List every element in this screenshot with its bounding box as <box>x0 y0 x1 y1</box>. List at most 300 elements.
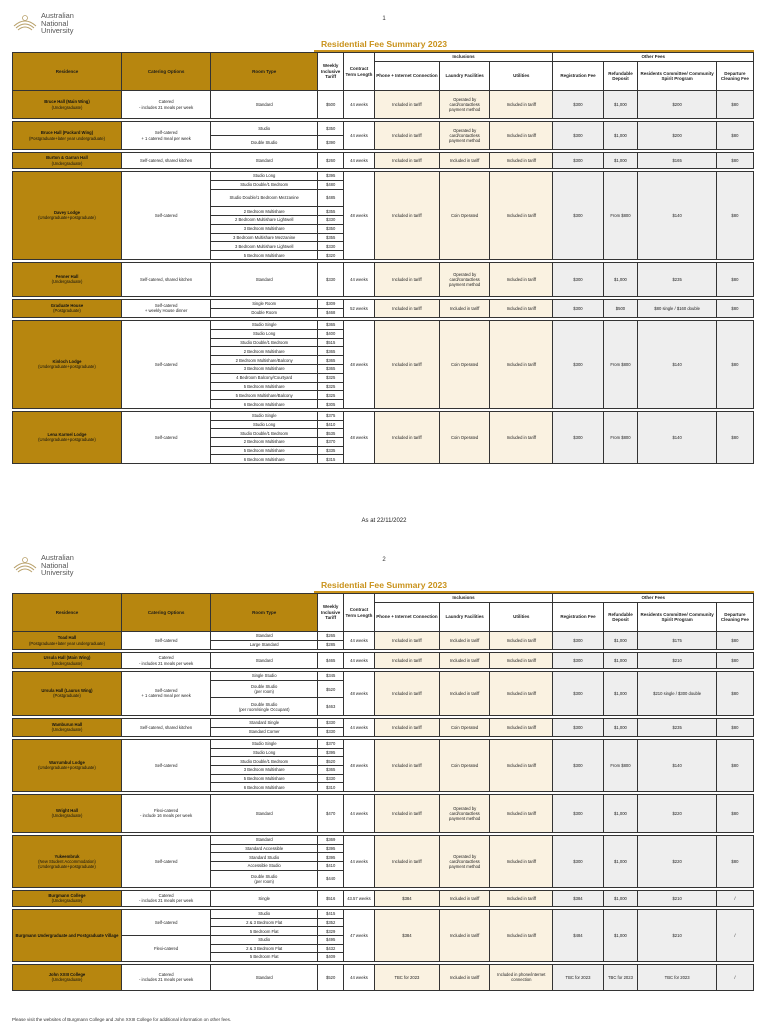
residence-type: (Undergraduate+postgraduate) <box>38 437 96 443</box>
committee-cell: TBC for 2023 <box>638 964 716 990</box>
phone-cell: Included in tariff <box>374 320 439 408</box>
tariff-cell: $352 <box>318 918 344 927</box>
utilities-cell: Included in tariff <box>490 794 553 832</box>
residence-row <box>13 909 754 918</box>
room-type-header: Room Type <box>211 53 318 91</box>
room-type-cell: Studio Long <box>211 420 318 429</box>
room-type-cell: Studio <box>211 122 318 136</box>
residence-name: Ursula Hall (Laurus Wing) <box>41 688 93 694</box>
room-type-cell: 2 Bedroom Multishare <box>211 207 318 216</box>
phone-cell: $384 <box>374 890 439 906</box>
tariff-cell: $432 <box>318 944 344 953</box>
tariff-cell: $315 <box>318 455 344 464</box>
room-type-cell: Single Room <box>211 299 318 308</box>
room-type-cell: Standard <box>211 262 318 296</box>
utilities-cell: Included in tariff <box>490 262 553 296</box>
utilities-cell: Included in tariff <box>490 299 553 317</box>
room-type-cell: Studio Double/1 Bedroom <box>211 429 318 438</box>
deposit-cell: TBC for 2023 <box>603 964 638 990</box>
term-cell: 48 weeks <box>344 320 375 408</box>
term-cell: 48 weeks <box>344 411 375 463</box>
cleaning-cell: / <box>716 890 753 906</box>
room-type-cell: Single Studio <box>211 672 318 681</box>
registration-cell: $484 <box>553 909 603 961</box>
committee-cell: $210 <box>638 909 716 961</box>
tariff-cell: $335 <box>318 446 344 455</box>
term-cell: 52 weeks <box>344 299 375 317</box>
residence-name: Burgmann College <box>48 893 86 899</box>
laundry-cell: Operated by card/contactless payment method <box>440 91 490 119</box>
residence-cell <box>13 794 122 832</box>
room-type-cell: Standard <box>211 835 318 844</box>
committee-cell: $140 <box>638 320 716 408</box>
tariff-cell: $535 <box>318 429 344 438</box>
deposit-cell: $1,000 <box>603 909 638 961</box>
committee-header: Residents Committee/ Community Spirit Program <box>638 62 716 91</box>
residence-row <box>13 299 754 308</box>
room-type-cell: 6 Bedroom Multishare <box>211 783 318 792</box>
phone-cell: Included in tariff <box>374 262 439 296</box>
residence-cell <box>13 262 122 296</box>
room-type-cell: Standard Corner <box>211 727 318 736</box>
laundry-cell: Included in tariff <box>440 632 490 650</box>
catering-cell: Catered - includes 21 meals per week <box>121 964 210 990</box>
room-type-cell: Studio Double/1 Bedroom <box>211 757 318 766</box>
phone-cell: Included in tariff <box>374 153 439 169</box>
tariff-cell: $410 <box>318 861 344 870</box>
cleaning-cell: / <box>716 964 753 990</box>
laundry-cell: Included in tariff <box>440 909 490 961</box>
cleaning-cell: $80 <box>716 411 753 463</box>
residence-type: (Undergraduate) <box>51 977 83 983</box>
other-fees-header: Other Fees <box>553 594 754 603</box>
committee-cell: $235 <box>638 262 716 296</box>
deposit-cell: $1,000 <box>603 890 638 906</box>
utilities-cell: Included in tariff <box>490 172 553 260</box>
registration-cell: $300 <box>553 718 603 736</box>
phone-cell: Included in tariff <box>374 632 439 650</box>
term-header: Contract Term Length <box>344 53 375 91</box>
cleaning-cell: $80 <box>716 653 753 669</box>
residence-cell <box>13 653 122 669</box>
cleaning-header: Departure Cleaning Fee <box>716 603 753 632</box>
committee-cell: $220 <box>638 835 716 887</box>
residence-type: (Undergraduate) <box>51 160 83 166</box>
residence-name: Bruce Hall (Main Wing) <box>44 99 90 105</box>
page-2 <box>0 548 768 1024</box>
utilities-cell: Included in tariff <box>490 718 553 736</box>
room-type-cell: Standard <box>211 153 318 169</box>
utilities-cell: Included in phone/internet connection <box>490 964 553 990</box>
tariff-cell: $395 <box>318 853 344 862</box>
tariff-cell: $350 <box>318 122 344 136</box>
residence-name: Warrumbul Lodge <box>49 760 85 766</box>
catering-header: Catering Options <box>121 594 210 632</box>
residence-cell <box>13 91 122 119</box>
residence-row <box>13 172 754 181</box>
term-cell: 44 weeks <box>344 794 375 832</box>
committee-cell: $140 <box>638 172 716 260</box>
room-type-cell: 2 & 3 Bedroom Flat <box>211 944 318 953</box>
tariff-cell: $480 <box>318 180 344 189</box>
registration-header: Registration Fee <box>553 62 603 91</box>
tariff-cell: $495 <box>318 935 344 944</box>
residence-row <box>13 122 754 136</box>
room-type-cell: 6 Bedroom Multishare <box>211 400 318 409</box>
tariff-cell: $440 <box>318 870 344 887</box>
room-type-cell: Standard <box>211 964 318 990</box>
residence-name: Wamburun Hall <box>51 722 83 728</box>
committee-header: Residents Committee/ Community Spirit Program <box>638 603 716 632</box>
committee-cell: $220 <box>638 794 716 832</box>
tariff-header: Weekly Inclusive Tariff <box>318 53 344 91</box>
catering-cell: Self-catered + 1 catered meal per week <box>121 122 210 150</box>
room-type-cell: 5 Bedroom Multishare <box>211 382 318 391</box>
residence-cell <box>13 299 122 317</box>
residence-name: Toad Hall <box>57 635 77 641</box>
tariff-cell: $400 <box>318 329 344 338</box>
catering-cell: Self-catered, shared kitchen <box>121 153 210 169</box>
utilities-cell: Included in tariff <box>490 835 553 887</box>
phone-cell: Included in tariff <box>374 794 439 832</box>
registration-cell: $300 <box>553 411 603 463</box>
residence-name: Bruce Hall (Packard Wing) <box>40 130 94 136</box>
room-type-cell: Standard <box>211 91 318 119</box>
inclusions-header: Inclusions <box>374 53 553 62</box>
laundry-header: Laundry Facilities <box>440 62 490 91</box>
room-type-cell: 5 Bedroom Multishare <box>211 251 318 260</box>
tariff-cell: $330 <box>318 262 344 296</box>
term-cell: 48 weeks <box>344 739 375 791</box>
tariff-cell: $410 <box>318 420 344 429</box>
tariff-cell: $515 <box>318 338 344 347</box>
registration-cell: TBC for 2023 <box>553 964 603 990</box>
registration-cell: $300 <box>553 632 603 650</box>
cleaning-cell: $80 <box>716 320 753 408</box>
utilities-cell: Included in tariff <box>490 890 553 906</box>
residence-type: (Undergraduate) <box>51 104 83 110</box>
tariff-cell: $350 <box>318 224 344 233</box>
document-title: Residential Fee Summary 2023 <box>320 580 448 590</box>
committee-cell: $140 <box>638 411 716 463</box>
residence-name: Kinloch Lodge <box>52 359 82 365</box>
phone-cell: $384 <box>374 909 439 961</box>
residence-cell <box>13 890 122 906</box>
room-type-cell: Studio Long <box>211 172 318 181</box>
residence-cell <box>13 153 122 169</box>
residence-type: (Undergraduate) <box>51 727 83 733</box>
utilities-header: Utilities <box>490 62 553 91</box>
tariff-cell: $365 <box>318 320 344 329</box>
committee-cell: $210 <box>638 890 716 906</box>
deposit-cell: From $800 <box>603 320 638 408</box>
cleaning-cell: $80 <box>716 262 753 296</box>
registration-cell: $300 <box>553 794 603 832</box>
tariff-cell: $415 <box>318 909 344 918</box>
registration-cell: $300 <box>553 153 603 169</box>
tariff-cell: $520 <box>318 680 344 698</box>
committee-cell: $200 <box>638 91 716 119</box>
deposit-cell: $1,000 <box>603 632 638 650</box>
catering-cell: Self-catered, shared kitchen <box>121 718 210 736</box>
catering-cell: Catered - includes 21 meals per week <box>121 653 210 669</box>
tariff-cell: $365 <box>318 356 344 365</box>
tariff-cell: $370 <box>318 739 344 748</box>
term-cell: 44 weeks <box>344 91 375 119</box>
tariff-cell: $330 <box>318 242 344 251</box>
tariff-cell: $330 <box>318 774 344 783</box>
utilities-header: Utilities <box>490 603 553 632</box>
residence-row <box>13 718 754 727</box>
deposit-cell: $1,000 <box>603 794 638 832</box>
tariff-cell: $325 <box>318 382 344 391</box>
room-type-cell: Accessible Studio <box>211 861 318 870</box>
page-number: 2 <box>382 557 386 563</box>
tariff-cell: $365 <box>318 765 344 774</box>
laundry-cell: Included in tariff <box>440 299 490 317</box>
tariff-cell: $485 <box>318 189 344 207</box>
room-type-cell: 5 Bedroom Multishare <box>211 774 318 783</box>
residence-row <box>13 91 754 119</box>
tariff-cell: $465 <box>318 653 344 669</box>
phone-cell: Included in tariff <box>374 411 439 463</box>
tariff-cell: $285 <box>318 641 344 650</box>
catering-cell: Self-catered, shared kitchen <box>121 262 210 296</box>
deposit-cell: $1,000 <box>603 718 638 736</box>
room-type-cell: Studio <box>211 935 318 944</box>
laundry-cell: Operated by card/contactless payment method <box>440 794 490 832</box>
committee-cell: $80 single / $160 double <box>638 299 716 317</box>
phone-cell: TBC for 2023 <box>374 964 439 990</box>
catering-cell: Self-catered <box>121 632 210 650</box>
room-type-cell: 3 Bedroom Multishare <box>211 364 318 373</box>
registration-header: Registration Fee <box>553 603 603 632</box>
room-type-cell: 2 Bedroom Multishare <box>211 437 318 446</box>
cleaning-cell: $80 <box>716 153 753 169</box>
tariff-cell: $470 <box>318 794 344 832</box>
residence-row <box>13 890 754 906</box>
tariff-header: Weekly Inclusive Tariff <box>318 594 344 632</box>
laundry-header: Laundry Facilities <box>440 603 490 632</box>
residence-type: (Postgraduate) <box>53 693 81 699</box>
residence-row <box>13 653 754 669</box>
room-type-cell: 5 Bedroom Multishare/Balcony <box>211 391 318 400</box>
phone-header: Phone + Internet Connection <box>374 603 439 632</box>
tariff-cell: $390 <box>318 136 344 150</box>
residence-cell <box>13 172 122 260</box>
residence-cell <box>13 964 122 990</box>
room-type-cell: 3 Bedroom Multishare Lightwell <box>211 242 318 251</box>
utilities-cell: Included in tariff <box>490 909 553 961</box>
phone-cell: Included in tariff <box>374 672 439 716</box>
fee-table <box>12 593 754 991</box>
term-cell: 44 weeks <box>344 835 375 887</box>
utilities-cell: Included in tariff <box>490 320 553 408</box>
tariff-cell: $265 <box>318 632 344 641</box>
residence-row <box>13 964 754 990</box>
term-cell: 48 weeks <box>344 672 375 716</box>
utilities-cell: Included in tariff <box>490 122 553 150</box>
deposit-cell: From $800 <box>603 739 638 791</box>
laundry-cell: Included in tariff <box>440 890 490 906</box>
tariff-cell: $463 <box>318 698 344 716</box>
residence-name: Wright Hall <box>55 808 78 814</box>
room-type-cell: 6 Bedroom Multishare <box>211 455 318 464</box>
committee-cell: $140 <box>638 739 716 791</box>
committee-cell: $210 <box>638 653 716 669</box>
logo-line-3: University <box>41 568 74 578</box>
deposit-cell: From $800 <box>603 172 638 260</box>
phone-header: Phone + Internet Connection <box>374 62 439 91</box>
tariff-cell: $395 <box>318 748 344 757</box>
room-type-cell: Studio Single <box>211 320 318 329</box>
deposit-header: Refundable Deposit <box>603 603 638 632</box>
phone-cell: Included in tariff <box>374 835 439 887</box>
term-cell: 44 weeks <box>344 653 375 669</box>
residence-type: (Postgraduate+later year undergraduate) <box>28 135 105 141</box>
residence-cell <box>13 411 122 463</box>
room-type-cell: Standard Studio <box>211 853 318 862</box>
registration-cell: $300 <box>553 262 603 296</box>
tariff-cell: $329 <box>318 927 344 936</box>
room-type-cell: Studio Double/1 Bedroom <box>211 338 318 347</box>
room-type-header: Room Type <box>211 594 318 632</box>
tariff-cell: $330 <box>318 215 344 224</box>
catering-cell: Catered - includes 21 meals per week <box>121 91 210 119</box>
residence-type: (Undergraduate) <box>51 279 83 285</box>
room-type-cell: Standard Accessible <box>211 844 318 853</box>
residence-cell <box>13 122 122 150</box>
residence-type: (Undergraduate+postgraduate) <box>38 215 96 221</box>
room-type-cell: 2 & 3 Bedroom Flat <box>211 918 318 927</box>
tariff-cell: $369 <box>318 835 344 844</box>
room-type-cell: 4 Bedroom Balcony/Courtyard <box>211 373 318 382</box>
residence-row <box>13 411 754 420</box>
catering-header: Catering Options <box>121 53 210 91</box>
tariff-cell: $365 <box>318 364 344 373</box>
tariff-cell: $260 <box>318 153 344 169</box>
tariff-cell: $370 <box>318 437 344 446</box>
cleaning-cell: $80 <box>716 172 753 260</box>
fee-table <box>12 52 754 464</box>
deposit-cell: From $800 <box>603 411 638 463</box>
utilities-cell: Included in tariff <box>490 153 553 169</box>
tariff-cell: $520 <box>318 757 344 766</box>
room-type-cell: Double Studio <box>211 136 318 150</box>
room-type-cell: Standard <box>211 794 318 832</box>
term-cell: 48 weeks <box>344 172 375 260</box>
term-cell: 44 weeks <box>344 262 375 296</box>
room-type-cell: Studio <box>211 909 318 918</box>
residence-cell <box>13 718 122 736</box>
cleaning-cell: $80 <box>716 632 753 650</box>
room-type-cell: 2 Bedroom Multishare Lightwell <box>211 215 318 224</box>
residence-cell <box>13 672 122 716</box>
residence-type: (Undergraduate+postgraduate) <box>38 364 96 370</box>
residence-type: (Undergraduate) <box>51 898 83 904</box>
logo-line-1: Australian <box>41 11 74 20</box>
term-cell: 43.57 weeks <box>344 890 375 906</box>
cleaning-cell: $80 <box>716 672 753 716</box>
term-cell: 44 weeks <box>344 964 375 990</box>
room-type-cell: 2 Bedroom Multishare <box>211 347 318 356</box>
phone-cell: Included in tariff <box>374 299 439 317</box>
catering-cell: Self-catered <box>121 739 210 791</box>
tariff-cell: $305 <box>318 400 344 409</box>
laundry-cell: Included in tariff <box>440 672 490 716</box>
residence-type: (Undergraduate+postgraduate) <box>38 765 96 771</box>
tariff-cell: $500 <box>318 91 344 119</box>
logo-line-2: National <box>41 560 69 570</box>
cleaning-header: Departure Cleaning Fee <box>716 62 753 91</box>
residence-row <box>13 320 754 329</box>
residence-row <box>13 794 754 832</box>
logo-line-3: University <box>41 26 74 36</box>
phone-cell: Included in tariff <box>374 718 439 736</box>
deposit-cell: $1,000 <box>603 262 638 296</box>
cleaning-cell: $80 <box>716 794 753 832</box>
room-type-cell: Studio Single <box>211 411 318 420</box>
catering-cell: Self-catered <box>121 172 210 260</box>
registration-cell: $300 <box>553 653 603 669</box>
laundry-cell: Included in tariff <box>440 964 490 990</box>
residence-name: Burton & Garran Hall <box>46 155 88 161</box>
room-type-cell: Studio Long <box>211 329 318 338</box>
phone-cell: Included in tariff <box>374 653 439 669</box>
residence-row <box>13 632 754 641</box>
phone-cell: Included in tariff <box>374 91 439 119</box>
tariff-cell: $409 <box>318 953 344 962</box>
utilities-cell: Included in tariff <box>490 632 553 650</box>
tariff-cell: $395 <box>318 172 344 181</box>
logo-line-1: Australian <box>41 553 74 562</box>
term-cell: 47 weeks <box>344 909 375 961</box>
tariff-cell: $325 <box>318 373 344 382</box>
registration-cell: $300 <box>553 91 603 119</box>
residence-cell <box>13 835 122 887</box>
registration-cell: $300 <box>553 172 603 260</box>
catering-cell: Self-catered + weekly House dinner <box>121 299 210 317</box>
term-cell: 44 weeks <box>344 122 375 150</box>
room-type-cell: 3 Bedroom Multishare <box>211 224 318 233</box>
residence-name: Fenner Hall <box>55 274 79 280</box>
catering-cell: Catered - includes 21 meals per week <box>121 890 210 906</box>
residence-type: (Undergraduate) <box>51 813 83 819</box>
room-type-cell: Studio Long <box>211 748 318 757</box>
deposit-cell: $500 <box>603 299 638 317</box>
tariff-cell: $375 <box>318 411 344 420</box>
room-type-cell: Single <box>211 890 318 906</box>
deposit-cell: $1,000 <box>603 91 638 119</box>
registration-cell: $300 <box>553 122 603 150</box>
laundry-cell: Coin Operated <box>440 718 490 736</box>
registration-cell: $300 <box>553 299 603 317</box>
utilities-cell: Included in tariff <box>490 411 553 463</box>
laundry-cell: Coin Operated <box>440 411 490 463</box>
deposit-cell: $1,000 <box>603 672 638 716</box>
cleaning-cell: $80 <box>716 835 753 887</box>
room-type-cell: Studio Double/1 Bedroom <box>211 180 318 189</box>
residence-name: Lena Karmel Lodge <box>47 432 87 438</box>
registration-cell: $300 <box>553 672 603 716</box>
room-type-cell: Double Studio (per room/single Occupant) <box>211 698 318 716</box>
catering-cell: Self-catered + 1 catered meal per week <box>121 672 210 716</box>
residence-row <box>13 262 754 296</box>
deposit-header: Refundable Deposit <box>603 62 638 91</box>
residence-type: (Postgraduate) <box>53 308 81 314</box>
laundry-cell: Included in tariff <box>440 153 490 169</box>
tariff-cell: $355 <box>318 207 344 216</box>
